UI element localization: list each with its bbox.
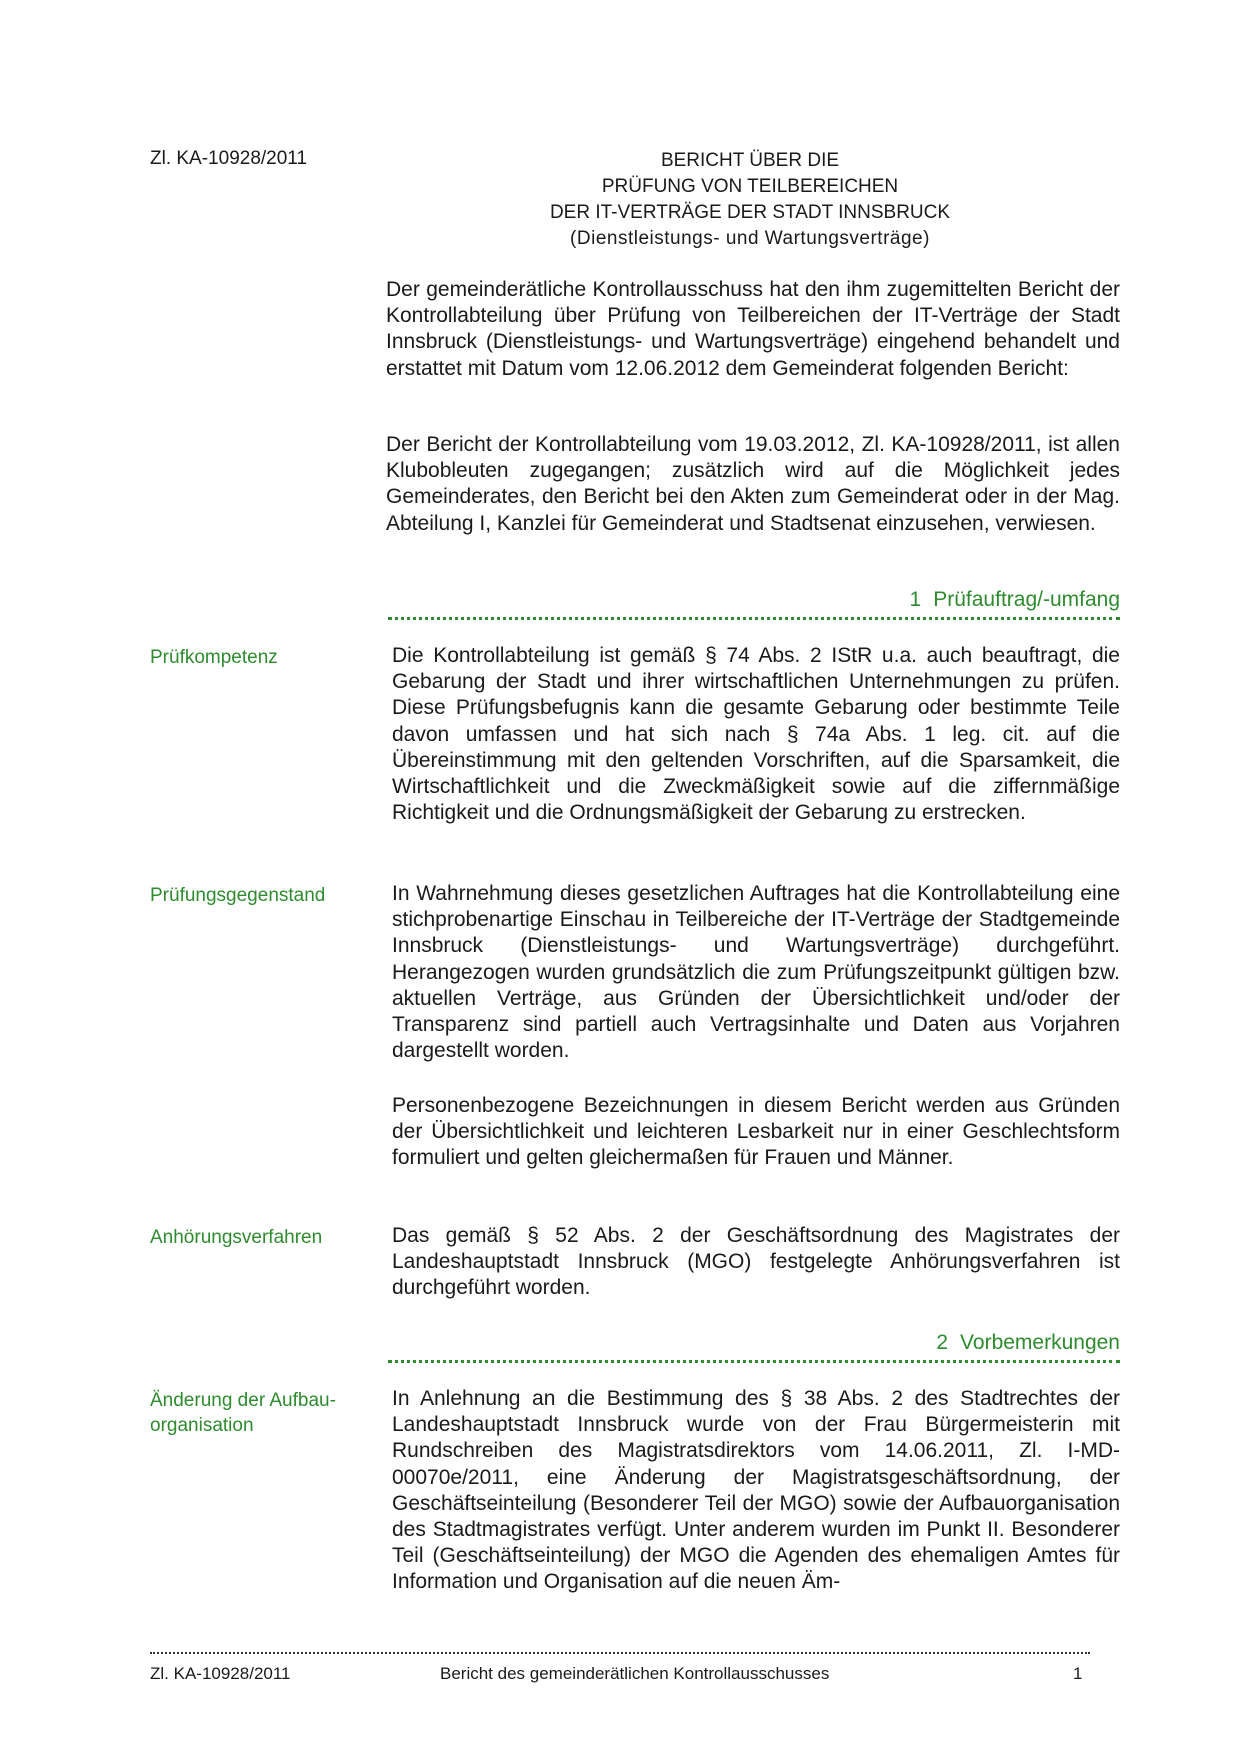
paragraph-pruefungsgegenstand: In Wahrnehmung dieses gesetzlichen Auftrages hat die Kontrollabteilung eine stichprobenartige Einschau in Teilbereiche der IT-Verträge der Stadtgemeinde Innsbruck (Dienstleistungs- und Wartungsverträge) durchgeführt. Herangezogen wurden grundsätzlich die zum Prüfungszeitpunkt gültigen bzw. aktuellen Verträge, aus Gründen der Übersichtlichkeit und/oder der Transparenz sind partiell auch Vertragsinhalte und Daten aus Vorjahren dargestellt worden. [392, 882, 1120, 1063]
paragraph-anhoerungsverfahren: Das gemäß § 52 Abs. 2 der Geschäftsordnung des Magistrates der Landeshauptstadt Innsbruck (MGO) festgelegte Anhörungsverfahren ist durchgeführt worden. [392, 1224, 1120, 1300]
paragraph-pruefkompetenz: Die Kontrollabteilung ist gemäß § 74 Abs. 2 IStR u.a. auch beauftragt, die Gebarung der Stadt und ihrer wirtschaftlichen Unternehmungen zu prüfen. Diese Prüfungsbefugnis kann die gesamte Gebarung oder bestimmte Teile davon umfassen und hat sich nach § 74a Abs. 1 leg. cit. auf die Übereinstimmung mit den geltenden Vorschriften, auf die Sparsamkeit, die Wirtschaftlichkeit und die Zweckmäßigkeit sowie auf die ziffernmäßige Richtigkeit und die Ordnungsmäßigkeit der Gebarung zu erstrecken. [392, 644, 1120, 825]
footer-title: Bericht des gemeinderätlichen Kontrollausschusses [440, 1664, 830, 1683]
margin-label-line: Änderung der Aufbau- [150, 1390, 336, 1411]
document-reference: Zl. KA-10928/2011 [150, 148, 308, 169]
margin-label-aufbauorganisation [150, 1388, 370, 1438]
section-heading-2 [386, 1331, 1120, 1355]
paragraph-aufbauorganisation: In Anlehnung an die Bestimmung des § 38 Abs. 2 des Stadtrechtes der Landeshauptstadt Innsbruck wurde von der Frau Bürgermeisterin mit Rundschreiben des Magistratsdirektors vom 14.06.2011, Zl. I-MD-00070e/2011, eine Änderung der Magistratsgeschäftsordnung, der Geschäftseinteilung (Besonderer Teil der MGO) sowie der Aufbauorganisation des Stadtmagistrates verfügt. Unter anderem wurden im Punkt II. Besonderer Teil (Geschäftseinteilung) der MGO die Agenden des ehemaligen Amtes für Information und Organisation auf die neuen Äm- [392, 1387, 1120, 1594]
page-number: 1 [1073, 1664, 1083, 1683]
report-title [380, 148, 1120, 252]
title-line: DER IT-VERTRÄGE DER STADT INNSBRUCK [549, 202, 951, 223]
section-number: 1 [909, 588, 922, 611]
intro-paragraph-1: Der gemeinderätliche Kontrollausschuss hat den ihm zugemittelten Bericht der Kontrollabteilung über Prüfung von Teilbereichen der IT-Verträge der Stadt Innsbruck (Dienstleistungs- und Wartungsverträge) eingehend behandelt und erstattet mit Datum vom 12.06.2012 dem Gemeinderat folgenden Bericht: [386, 278, 1120, 380]
section-divider [388, 1360, 1120, 1363]
footer-divider [150, 1652, 1090, 1654]
title-line: PRÜFUNG VON TEILBEREICHEN [601, 176, 899, 197]
report-subtitle: (Dienstleistungs- und Wartungsverträge) [570, 228, 930, 249]
section-number: 2 [936, 1331, 949, 1354]
section-divider [388, 617, 1120, 620]
title-line: BERICHT ÜBER DIE [660, 150, 840, 171]
margin-label-pruefkompetenz: Prüfkompetenz [150, 647, 278, 668]
footer-reference: Zl. KA-10928/2011 [150, 1664, 291, 1683]
section-heading-1 [386, 588, 1120, 612]
section-title: Vorbemerkungen [960, 1331, 1120, 1354]
intro-paragraph-2: Der Bericht der Kontrollabteilung vom 19.03.2012, Zl. KA-10928/2011, ist allen Klubobleuten zugegangen; zusätzlich wird auf die Möglichkeit jedes Gemeinderates, den Bericht bei den Akten zum Gemeinderat oder in der Mag. Abteilung I, Kanzlei für Gemeinderat und Stadtsenat einzusehen, verwiesen. [386, 433, 1120, 535]
section-title: Prüfauftrag/-umfang [933, 588, 1120, 611]
margin-label-pruefungsgegenstand: Prüfungsgegenstand [150, 885, 326, 906]
paragraph-personenbezogen: Personenbezogene Bezeichnungen in diesem Bericht werden aus Gründen der Übersichtlichkeit und leichteren Lesbarkeit nur in einer Geschlechtsform formuliert und gelten gleichermaßen für Frauen und Männer. [392, 1094, 1120, 1170]
margin-label-line: organisation [150, 1415, 254, 1436]
margin-label-anhoerungsverfahren: Anhörungsverfahren [150, 1227, 323, 1248]
